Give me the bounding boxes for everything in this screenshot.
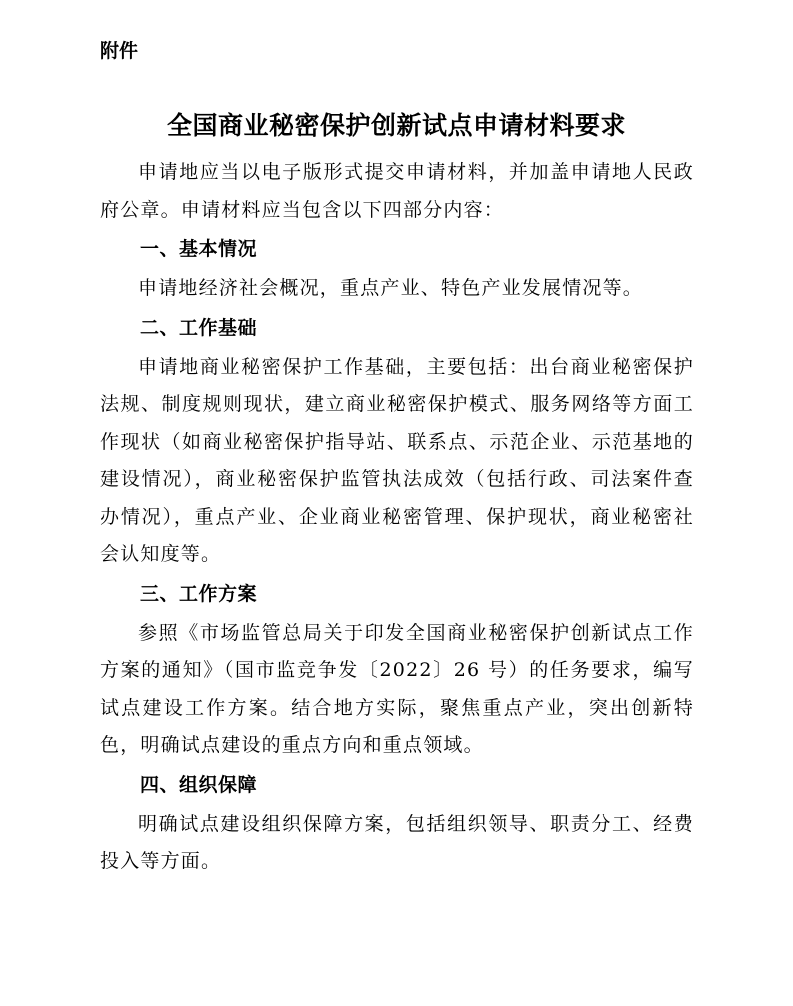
section-text-work-plan: 参照《市场监管总局关于印发全国商业秘密保护创新试点工作方案的通知》（国市监竞争发〔2022〕26 号）的任务要求，编写试点建设工作方案。结合地方实际，聚焦重点产业，突出创新特色，明确试点建设的重点方向和重点领域。 — [100, 621, 694, 756]
document-title: 全国商业秘密保护创新试点申请材料要求 — [166, 111, 626, 140]
section-text-work-foundation: 申请地商业秘密保护工作基础，主要包括：出台商业秘密保护法规、制度规则现状，建立商业秘密保护模式、服务网络等方面工作现状（如商业秘密保护指导站、联系点、示范企业、示范基地的建设情况），商业秘密保护监管执法成效（包括行政、司法案件查办情况），重点产业、企业商业秘密管理、保护现状，商业秘密社会认知度等。 — [100, 355, 694, 565]
section-heading-organizational-support: 四、组织保障 — [140, 773, 258, 796]
attachment-label: 附件 — [100, 40, 139, 62]
section-heading-work-foundation: 二、工作基础 — [140, 316, 258, 339]
section-text-basic-info: 申请地经济社会概况，重点产业、特色产业发展情况等。 — [138, 277, 644, 299]
intro-paragraph: 申请地应当以电子版形式提交申请材料，并加盖申请地人民政府公章。申请材料应当包含以下四部分内容： — [100, 161, 694, 221]
section-heading-basic-info: 一、基本情况 — [140, 238, 258, 260]
section-text-organizational-support: 明确试点建设组织保障方案，包括组织领导、职责分工、经费投入等方面。 — [100, 812, 694, 872]
section-heading-work-plan: 三、工作方案 — [140, 582, 258, 605]
document-body — [100, 154, 694, 881]
